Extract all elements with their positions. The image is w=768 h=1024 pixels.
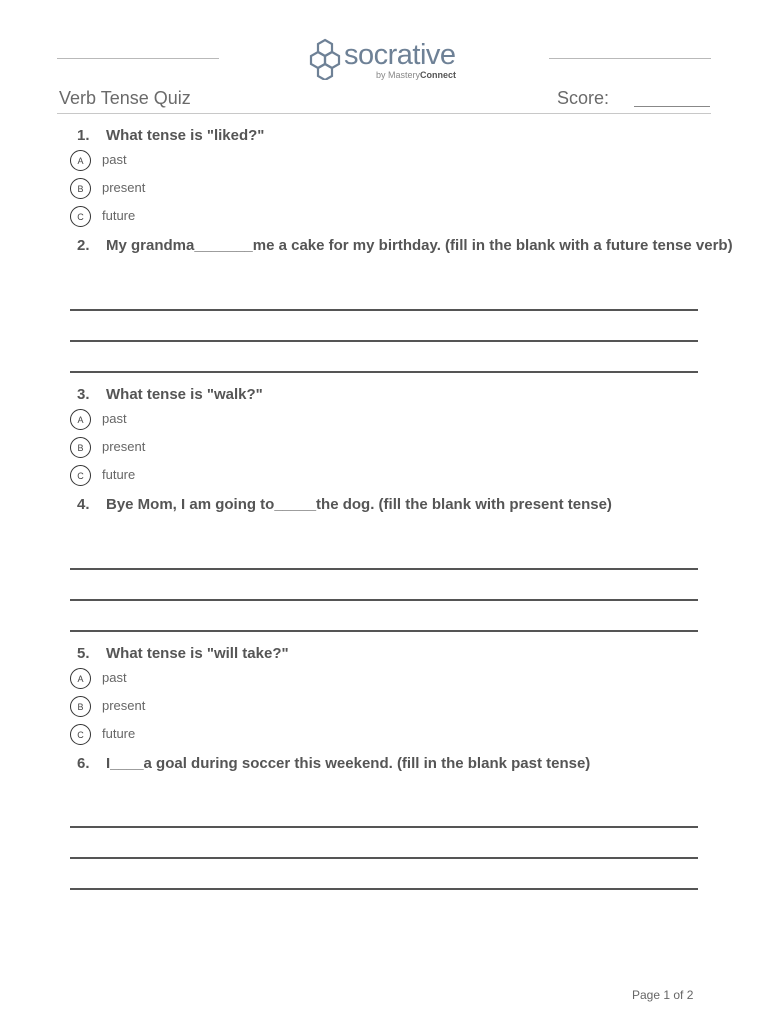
answer-line[interactable] <box>70 826 698 828</box>
option-circle[interactable]: A <box>70 668 91 689</box>
title-divider <box>57 113 711 114</box>
option-circle[interactable]: B <box>70 178 91 199</box>
answer-line[interactable] <box>70 568 698 570</box>
answer-line[interactable] <box>70 340 698 342</box>
option-circle[interactable]: C <box>70 206 91 227</box>
answer-line[interactable] <box>70 371 698 373</box>
header-divider-left <box>57 58 219 59</box>
option-circle[interactable]: A <box>70 409 91 430</box>
option-circle[interactable]: A <box>70 150 91 171</box>
answer-line[interactable] <box>70 630 698 632</box>
page-number: Page 1 of 2 <box>632 988 694 1002</box>
question-3: 3. What tense is "walk?" <box>77 386 263 403</box>
socrative-logo <box>308 36 468 84</box>
option-circle[interactable]: B <box>70 696 91 717</box>
option-circle[interactable]: B <box>70 437 91 458</box>
answer-line[interactable] <box>70 309 698 311</box>
question-1: 1. What tense is "liked?" <box>77 127 265 144</box>
answer-line[interactable] <box>70 888 698 890</box>
score-label: Score: <box>557 88 610 108</box>
option-circle[interactable]: C <box>70 465 91 486</box>
question-4: 4. Bye Mom, I am going to_____the dog. (fill the blank with present tense) <box>77 496 612 513</box>
question-6: 6. I____a goal during soccer this weekend. (fill in the blank past tense) <box>77 755 591 772</box>
score-blank[interactable] <box>634 106 710 107</box>
question-5: 5. What tense is "will take?" <box>77 645 289 662</box>
header-divider-right <box>549 58 711 59</box>
quiz-title: Verb Tense Quiz <box>59 88 191 108</box>
brand-byline: by MasteryConnect <box>376 70 457 80</box>
answer-line[interactable] <box>70 599 698 601</box>
option-circle[interactable]: C <box>70 724 91 745</box>
brand-name: socrative <box>344 39 456 71</box>
answer-line[interactable] <box>70 857 698 859</box>
question-2: 2. My grandma_______me a cake for my birthday. (fill in the blank with a future tense verb) <box>77 237 733 254</box>
hexagon-logo-icon <box>308 38 342 80</box>
